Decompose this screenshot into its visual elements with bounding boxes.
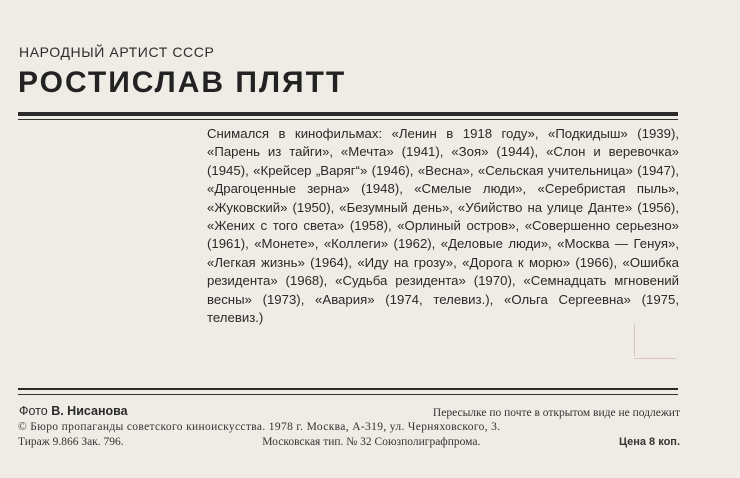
filmography-text: Снимался в кинофильмах: «Ленин в 1918 году», «Подкидыш» (1939), «Парень из тайги», «Мечта» (1941), «Зоя» (1944), «Слон и веревочка» (1945), «Крейсер „Варяг“» (1946), «Весна», «Сельская учительница» (1947), «Драгоценные зерна» (1948), «Смелые люди», «Серебристая пыль», «Жуковский» (1950), «Безумный день», «Убийство на улице Данте» (1956), «Жених с того света» (1958), «Орлиный остров», «Совершенно серьезно» (1961), «Монете», «Коллеги» (1962), «Деловые люди», «Москва — Генуя», «Легкая жизнь» (1964), «Иду на грозу», «Дорога к морю» (1966), «Ошибка резидента» (1968), «Судьба резидента» (1970), «Семнадцать мгновений весны» (1973), «Авария» (1974, телевиз.), «Ольга Сергеевна» (1975, телевиз.)	[207, 126, 679, 326]
actor-honorific: НАРОДНЫЙ АРТИСТ СССР	[19, 44, 215, 60]
print-info-row	[18, 436, 680, 448]
mail-note: Пересылке по почте в открытом виде не подлежит	[432, 407, 680, 419]
bottom-thick-rule	[18, 388, 678, 390]
top-thin-rule	[18, 119, 678, 120]
print-run: Тираж 9.866 Зак. 796.	[18, 436, 124, 448]
price: Цена 8 коп.	[618, 436, 680, 448]
top-thick-rule	[18, 112, 678, 116]
actor-name: РОСТИСЛАВ ПЛЯТТ	[18, 66, 347, 99]
photographer-name: В. Нисанова	[51, 404, 128, 418]
photo-label: Фото	[19, 404, 48, 418]
bottom-thin-rule	[18, 394, 678, 395]
printer-name: Московская тип. № 32 Союзполиграфпрома.	[262, 436, 481, 448]
publisher-line: © Бюро пропаганды советского киноискусства. 1978 г. Москва, А-319, ул. Черняховского, 3.	[18, 421, 501, 433]
faint-stamp-mark	[634, 318, 676, 359]
